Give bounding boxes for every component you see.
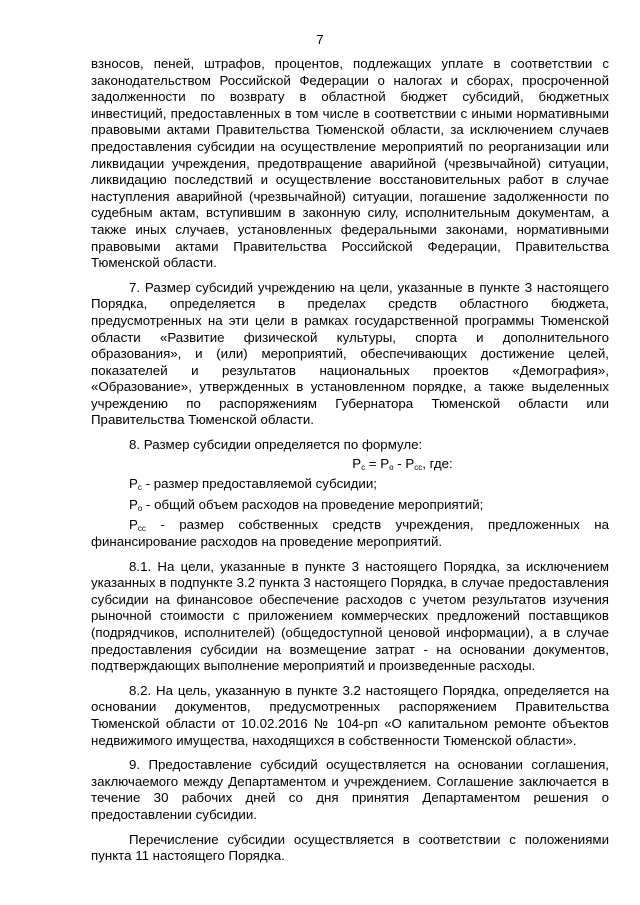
paragraph-9: 9. Предоставление субсидий осуществляется на основании соглашения, заключаемого между Департаментом и учреждением. Соглашение заключается в течение 30 рабочих дней со дня принятия Департаментом решения о предоставлении субсидии. [91, 757, 609, 822]
definition-pc: $P_с$ - размер предоставляемой субсидии; [129, 476, 377, 493]
paragraph-8-1: 8.1. На цели, указанные в пункте 3 настоящего Порядка, за исключением указанных в подпункте 3.2 пункта 3 настоящего Порядка, в случае предоставления субсидии на финансовое обеспечение расходов с учетом результатов изучения рыночной стоимости с приложением коммерческих предложений поставщиков (подрядчиков, исполнителей) (общедоступной ценовой информации), а в случае предоставления субсидии на возмещение затрат - на основании документов, подтверждающих выполнение мероприятий и произведенные расходы. [91, 558, 609, 674]
page-number: 7 [316, 32, 324, 47]
paragraph-continuation: взносов, пеней, штрафов, процентов, подлежащих уплате в соответствии с законодательством Российской Федерации о налогах и сборах, просроченной задолженности по возврату в областной бюджет субсидий, бюджетных инвестиций, предоставленных в том числе в соответствии с иными нормативными правовыми актами Правительства Тюменской области, за исключением случаев предоставления субсидии на осуществление мероприятий по реорганизации или ликвидации учреждения, предотвращение аварийной (чрезвычайной) ситуации, ликвидацию последствий и осуществление восстановительных работ в случае наступления аварийной (чрезвычайной) ситуации, погашение задолженности по судебным актам, вступившим в законную силу, исполнительным документам, а также иных случаев, установленных федеральными законами, нормативными правовыми актами Правительства Российской Федерации, Правительства Тюменской области. [91, 56, 609, 271]
definition-pcc: $P_{сс}$ - размер собственных средств учреждения, предложенных на финансирование расходов на проведение мероприятий. [91, 517, 609, 550]
subsidy-formula: $P_с = P_о - P_{сс}$, где: [352, 455, 453, 472]
document-body [91, 56, 609, 865]
definition-po: $P_о$ - общий объем расходов на проведение мероприятий; [129, 496, 484, 513]
paragraph-transfer: Перечисление субсидии осуществляется в соответствии с положениями пункта 11 настоящего Порядка. [91, 831, 609, 864]
paragraph-8: 8. Размер субсидии определяется по формуле: [129, 437, 423, 453]
paragraph-8-2: 8.2. На цель, указанную в пункте 3.2 настоящего Порядка, определяется на основании документов, предусмотренных распоряжением Правительства Тюменской области от 10.02.2016 № 104-рп «О капитальном ремонте объектов недвижимого имущества, находящихся в собственности Тюменской области». [91, 682, 609, 748]
paragraph-7: 7. Размер субсидий учреждению на цели, указанные в пункте 3 настоящего Порядка, определяется в пределах средств областного бюджета, предусмотренных на эти цели в рамках государственной программы Тюменской области «Развитие физической культуры, спорта и дополнительного образования», и (или) мероприятий, обеспечивающих достижение целей, показателей и результатов национальных проектов «Демография», «Образование», утвержденных в установленном порядке, а также выделенных учреждению по распоряжениям Губернатора Тюменской области или Правительства Тюменской области. [91, 279, 609, 428]
